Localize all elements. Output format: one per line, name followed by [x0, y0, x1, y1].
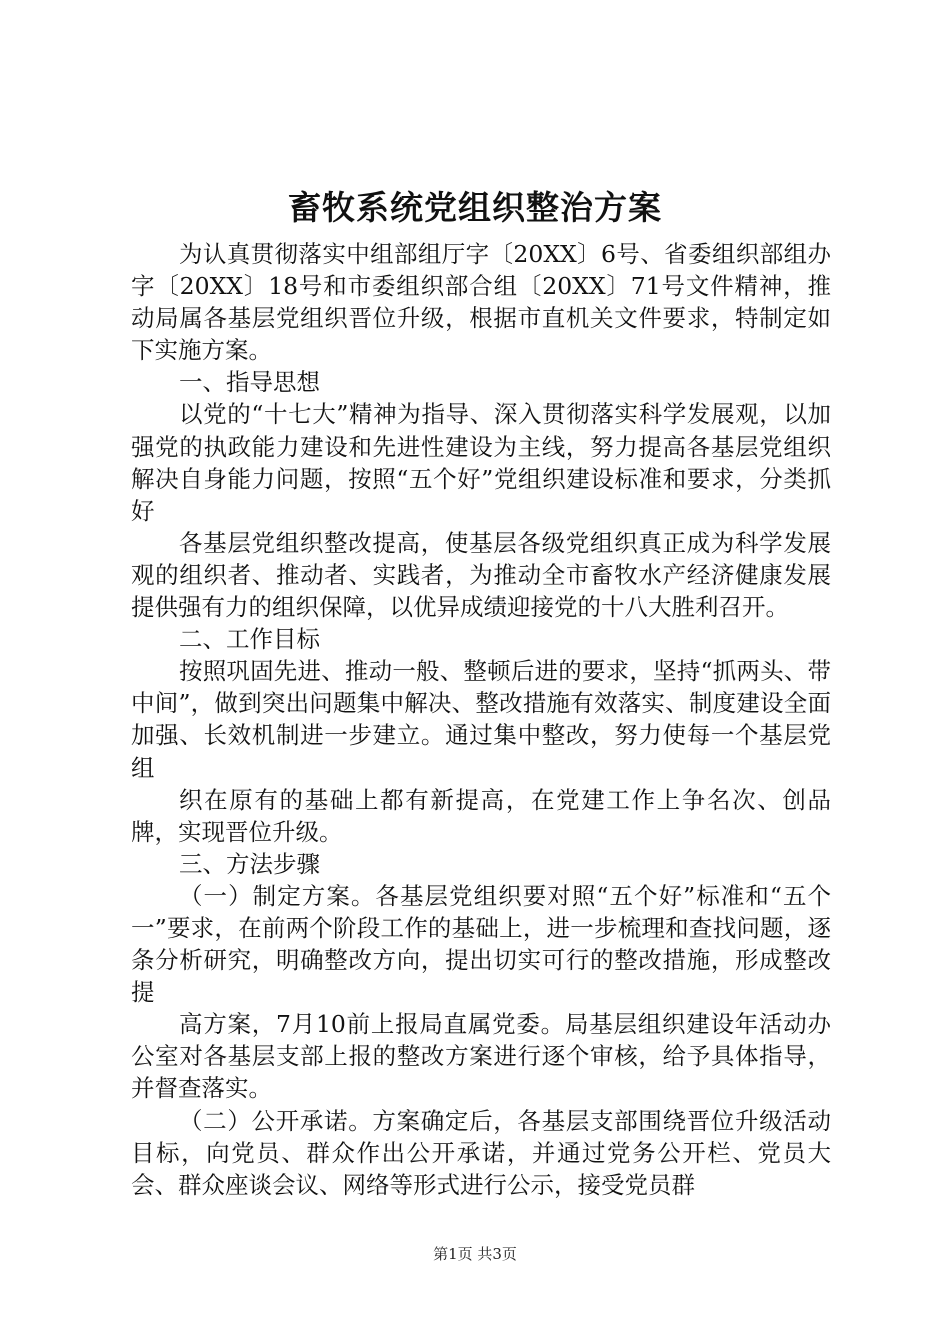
paragraph-work-goals-continued: 织在原有的基础上都有新提高，在党建工作上争名次、创品牌，实现晋位升级。	[131, 785, 831, 846]
paragraph-step-one: （一）制定方案。各基层党组织要对照“五个好”标准和“五个一”要求，在前两个阶段工作的基础上，进一步梳理和查找问题，逐条分析研究，明确整改方向，提出切实可行的整改措施，形成整改提	[131, 881, 831, 1007]
paragraph-step-two: （二）公开承诺。方案确定后，各基层支部围绕晋位升级活动目标，向党员、群众作出公开承诺，并通过党务公开栏、党员大会、群众座谈会议、网络等形式进行公示，接受党员群	[131, 1106, 831, 1199]
document-body	[131, 238, 831, 1201]
section-heading-methods-steps: 三、方法步骤	[179, 849, 320, 878]
document-title: 畜牧系统党组织整治方案	[288, 188, 662, 227]
page-footer: 第1页 共3页	[433, 1245, 517, 1263]
paragraph-rectification: 各基层党组织整改提高，使基层各级党组织真正成为科学发展观的组织者、推动者、实践者，为推动全市畜牧水产经济健康发展提供强有力的组织保障，以优异成绩迎接党的十八大胜利召开。	[131, 528, 831, 622]
paragraph-step-one-continued: 高方案，7月10前上报局直属党委。局基层组织建设年活动办公室对各基层支部上报的整改方案进行逐个审核，给予具体指导，并督查落实。	[131, 1010, 831, 1103]
paragraph-guiding-ideology: 以党的“十七大”精神为指导、深入贯彻落实科学发展观，以加强党的执政能力建设和先进性建设为主线，努力提高各基层党组织解决自身能力问题，按照“五个好”党组织建设标准和要求，分类抓好	[131, 400, 831, 525]
paragraph-intro: 为认真贯彻落实中组部组厅字〔20XX〕6号、省委组织部组办字〔20XX〕18号和市委组织部合组〔20XX〕71号文件精神，推动局属各基层党组织晋位升级，根据市直机关文件要求，特制定如下实施方案。	[131, 240, 831, 365]
section-heading-guiding-ideology: 一、指导思想	[179, 368, 320, 397]
paragraph-work-goals: 按照巩固先进、推动一般、整顿后进的要求，坚持“抓两头、带中间”，做到突出问题集中解决、整改措施有效落实、制度建设全面加强、长效机制进一步建立。通过集中整改，努力使每一个基层党组	[131, 657, 831, 782]
section-heading-work-goals: 二、工作目标	[179, 625, 320, 654]
